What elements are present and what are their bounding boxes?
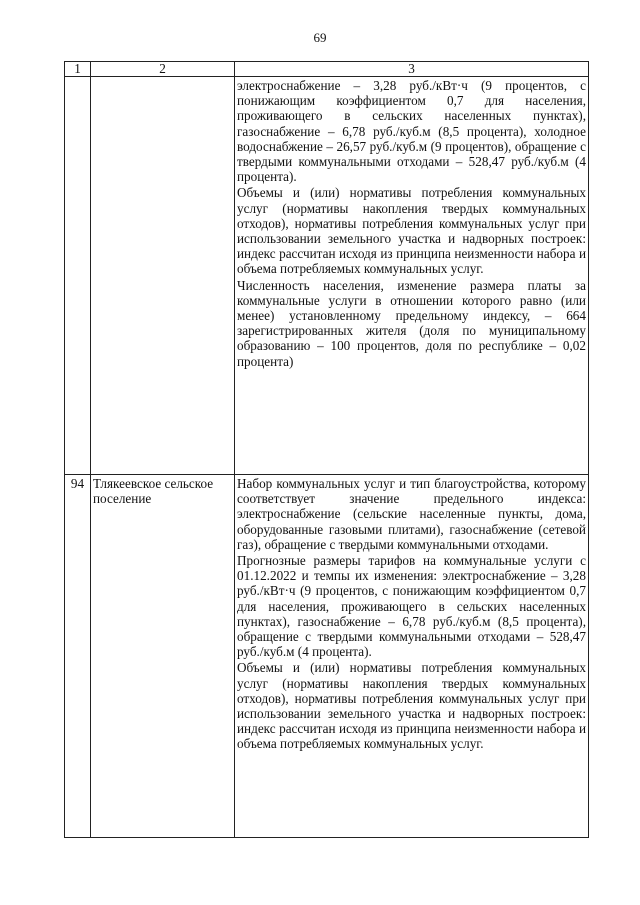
paragraph-consumption-norms: Объемы и (или) нормативы потребления коммунальных услуг (нормативы накопления твердых коммунальных отходов), нормативы потребления коммунальных услуг при использовании земельного участка и надворных построек: индекс рассчитан исходя из принципа неизменности набора и объема потребляемых коммунальных услуг.	[237, 660, 586, 752]
page-number: 69	[313, 30, 327, 45]
column-header-2: 2	[91, 62, 235, 77]
table-header-row	[65, 62, 589, 77]
table-row-continuation	[65, 77, 589, 475]
row-number-cell: 94	[65, 475, 91, 838]
row-number-cell	[65, 77, 91, 475]
row-name-cell	[91, 77, 235, 475]
paragraph-tariffs-continued: электроснабжение – 3,28 руб./кВт·ч (9 процентов, с понижающим коэффициентом 0,7 для населения, проживающего в сельских населенных пунктах), газоснабжение – 6,78 руб./куб.м (8,5 процента), холодное водоснабжение – 26,57 руб./куб.м (9 процентов), обращение с твердыми коммунальными отходами – 528,47 руб./куб.м (4 процента).	[237, 78, 586, 185]
paragraph-population: Численность населения, изменение размера платы за коммунальные услуги в отношении которого равно (или менее) установленному предельному индексу, – 664 зарегистрированных жителя (доля по муниципальному образованию – 100 процентов, доля по республике – 0,02 процента)	[237, 277, 586, 369]
paragraph-service-set: Набор коммунальных услуг и тип благоустройства, которому соответствует значение предельного индекса: электроснабжение (сельские населенные пункты, дома, оборудованные газовыми плитами), газоснабжение (сетевой газ), обращение с твердыми коммунальными отходами.	[237, 476, 586, 552]
row-content-cell	[235, 475, 589, 838]
paragraph-consumption-norms: Объемы и (или) нормативы потребления коммунальных услуг (нормативы накопления твердых коммунальных отходов), нормативы потребления коммунальных услуг при использовании земельного участка и надворных построек: индекс рассчитан исходя из принципа неизменности набора и объема потребляемых коммунальных услуг.	[237, 185, 586, 277]
column-header-1: 1	[65, 62, 91, 77]
paragraph-tariff-forecast: Прогнозные размеры тарифов на коммунальные услуги с 01.12.2022 и темпы их изменения: электроснабжение – 3,28 руб./кВт·ч (9 процентов, с понижающим коэффициентом 0,7 для населения, проживающего в сельских населенных пунктах), газоснабжение – 6,78 руб./куб.м (8,5 процента), обращение с твердыми коммунальными отходами – 528,47 руб./куб.м (4 процента).	[237, 553, 586, 660]
row-content-cell	[235, 77, 589, 475]
column-header-3: 3	[235, 62, 589, 77]
tariff-table	[64, 61, 589, 838]
row-name-cell: Тлякеевское сельское поселение	[91, 475, 235, 838]
table-row-94	[65, 475, 589, 838]
